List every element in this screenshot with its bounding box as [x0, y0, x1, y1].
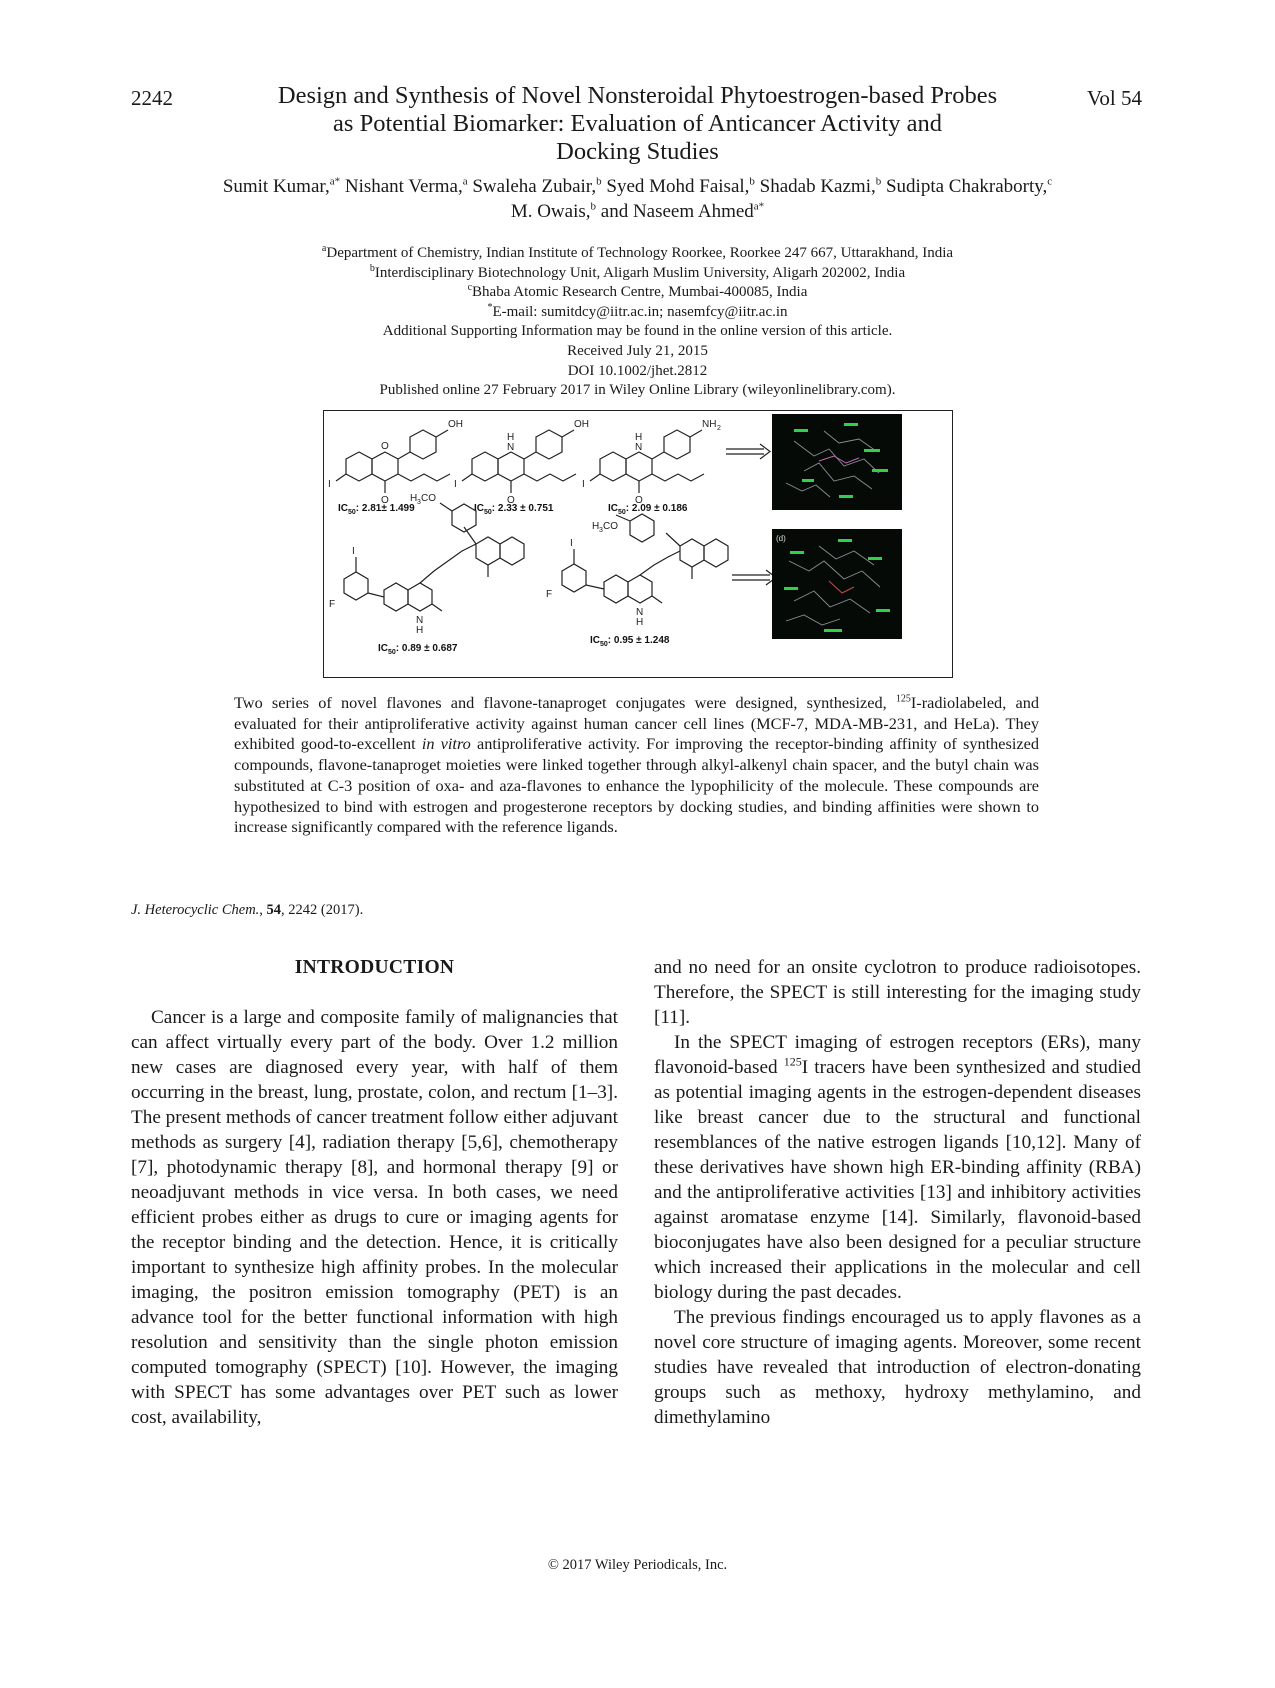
journal-volume: Vol 54 — [1086, 86, 1142, 110]
benzene-ring — [600, 452, 626, 481]
atom-labels — [328, 419, 721, 636]
affiliation — [150, 283, 1125, 303]
author-affil-mark: b — [875, 175, 882, 188]
atom-label: OH — [448, 419, 463, 430]
author-affil-mark: a — [462, 175, 468, 188]
chromone-benzo-ring — [500, 537, 524, 565]
author-list — [135, 174, 1140, 224]
benzoxazinone-ring — [628, 575, 652, 603]
title-line: Docking Studies — [556, 138, 719, 165]
page-number: 2242 — [131, 86, 173, 110]
affiliation-mark: c — [467, 282, 473, 294]
title-line: Design and Synthesis of Novel Nonsteroidal Phytoestrogen-based Probes — [277, 82, 998, 109]
arrows — [726, 444, 776, 585]
quinolone-ring — [626, 452, 652, 481]
ic50-label: $IC_{50}$: 2.09 ± 0.186 — [608, 503, 688, 516]
atom-label: N — [416, 615, 424, 626]
body-paragraph — [654, 1030, 1141, 1305]
atom-label: I — [582, 479, 585, 490]
citation-separator: , — [259, 902, 267, 918]
author-line — [135, 174, 1140, 199]
atom-label: O — [507, 495, 515, 506]
ic50-label: $IC_{50}$: 2.33 ± 0.751 — [474, 503, 554, 516]
fluoro-iodo-phenyl-ring — [562, 564, 586, 592]
fluoro-iodo-phenyl-ring — [344, 572, 368, 600]
doi: DOI 10.1002/jhet.2812 — [567, 362, 708, 379]
atom-label: H — [416, 625, 424, 636]
ic50-labels — [338, 503, 688, 656]
atom-label: I — [328, 479, 331, 490]
affiliation-mark: b — [369, 262, 375, 274]
atom-label: 2 — [717, 425, 721, 432]
body-paragraph: The previous findings encouraged us to apply flavones as a novel core structure of imaging agents. Moreover, some recent studies have revealed that introduction of electron-donating groups such as methoxy, hydroxy methylamino, and dimethylamino — [654, 1307, 1141, 1428]
author-name: Shadab Kazmi, — [754, 176, 876, 197]
atom-label: H — [592, 521, 600, 532]
docking-panel-label: (d) — [776, 534, 786, 543]
author-affil-mark: b — [596, 175, 602, 188]
affiliation — [150, 264, 1125, 284]
atom-label: 3 — [599, 527, 603, 534]
atom-label: NH — [702, 419, 717, 430]
docking-image-bottom — [772, 529, 902, 639]
graphical-abstract-svg — [324, 411, 951, 676]
atom-label: N — [636, 607, 644, 618]
affiliation — [150, 244, 1125, 264]
graphical-abstract — [323, 410, 953, 678]
benzene-ring — [346, 452, 372, 481]
benzoxazinone-ring — [408, 583, 432, 611]
abstract-text: antiproliferative activity. For improving the receptor-binding affinity of synthesized compounds, flavone-tanaproget moieties were linked together through alkyl-alkenyl chain spacer, and the butyl chain was substituted at C-3 position of oxa- and aza-flavones to enhance the lypophilicity of the molecule. These compounds are hypothesized to bind with estrogen and progesterone receptors by docking studies, and binding affinities were shown to increase significantly compared with the reference ligands. — [234, 734, 1039, 837]
docking-image-top — [772, 414, 902, 510]
methoxyphenyl-ring — [630, 514, 654, 542]
published-online: Published online 27 February 2017 in Wiley Online Library (wileyonlinelibrary.com). — [379, 382, 896, 399]
copyright-footer: © 2017 Wiley Periodicals, Inc. — [547, 1557, 728, 1573]
atom-label: N — [635, 442, 643, 453]
atom-label: OH — [574, 419, 589, 430]
body-column-left — [131, 955, 618, 1430]
chromone-ring — [476, 537, 500, 565]
email-text: E-mail: sumitdcy@iitr.ac.in; nasemfcy@iitr.ac.in — [492, 303, 788, 320]
atom-label: CO — [421, 493, 436, 504]
citation-pages-year: , 2242 (2017). — [281, 902, 364, 918]
author-name: Sumit Kumar, — [222, 176, 330, 197]
author-name: Nishant Verma, — [340, 176, 463, 197]
atom-label: I — [352, 546, 355, 557]
atom-label: 3 — [417, 499, 421, 506]
corresponding-email — [150, 303, 1125, 323]
affiliation-text: Department of Chemistry, Indian Institute of Technology Roorkee, Roorkee 247 667, Uttarakhand, India — [326, 245, 954, 261]
author-affil-mark: b — [590, 200, 597, 213]
supporting-info-note: Additional Supporting Information may be found in the online version of this article. — [382, 323, 893, 340]
body-column-right — [654, 955, 1141, 1430]
atom-label: H — [507, 432, 515, 443]
atom-label: CO — [603, 521, 618, 532]
received-date: Received July 21, 2015 — [567, 342, 708, 359]
atom-label: H — [635, 432, 643, 443]
atom-label: F — [546, 589, 553, 600]
pyranone-ring — [372, 452, 398, 481]
phenol-ring — [410, 430, 436, 459]
author-affil-mark: a* — [329, 175, 341, 188]
benzene-ring — [472, 452, 498, 481]
author-affil-mark: a* — [753, 200, 765, 213]
author-affil-mark: c — [1047, 175, 1053, 188]
paragraph-text: I tracers have been synthesized and studied as potential imaging agents in the estrogen-dependent diseases like breast cancer due to the structural and functional resemblances of the native estrogen ligands [10,12]. Many of these derivatives have shown high ER-binding affinity (RBA) and the antiproliferative activities [13] and inhibitory activities against aromatase enzyme [14]. Similarly, flavonoid-based bioconjugates have also been designed for a peculiar structure which increased their applications in the molecular and cell biology during the past decades. — [654, 1057, 1141, 1303]
benzoxazinone-aryl-ring — [604, 575, 628, 603]
abstract — [234, 693, 1039, 838]
atom-label: I — [570, 538, 573, 549]
author-name: Sudipta Chakraborty, — [881, 176, 1048, 197]
affiliation-mark: a — [321, 243, 327, 254]
chemical-structures — [336, 430, 728, 611]
atom-label: F — [329, 599, 336, 610]
author-name: M. Owais, — [510, 201, 591, 222]
atom-label: N — [507, 442, 515, 453]
citation-line — [131, 902, 363, 919]
ic50-label: $IC_{50}$: 2.81± 1.499 — [338, 503, 415, 516]
author-name: Swaleha Zubair, — [467, 176, 597, 197]
double-arrow-icon — [726, 444, 770, 459]
journal-name: J. Heterocyclic Chem. — [131, 902, 260, 918]
body-paragraph: and no need for an onsite cyclotron to produce radioisotopes. Therefore, the SPECT is still interesting for the imaging study [11]. — [654, 957, 1141, 1028]
author-affil-mark: b — [749, 175, 755, 188]
atom-label: H — [636, 617, 644, 628]
atom-label: O — [381, 441, 389, 452]
abstract-italic: in vitro — [421, 734, 471, 754]
citation-volume: 54 — [266, 902, 282, 918]
body-paragraph: Cancer is a large and composite family of malignancies that can affect virtually every part of the body. Over 1.2 million new cases are diagnosed every year, with half of them occurring in the breast, lung, prostate, colon, and rectum [1–3]. The present methods of cancer treatment follow either adjuvant methods as surgery [4], radiation therapy [5,6], chemotherapy [7], photodynamic therapy [8], and hormonal therapy [9] or neoadjuvant methods in vice versa. In both cases, we need efficient probes either as drugs to cure or imaging agents for the receptor binding and the detection. Hence, it is critically important to synthesize high affinity probes. In the molecular imaging, the positron emission tomography (PET) is an advance tool for the better functional information with high resolution and sensitivity than the single photon emission computed tomography (SPECT) [10]. However, the imaging with SPECT has some advantages over PET such as lower cost, availability, — [131, 1007, 618, 1428]
section-heading: INTRODUCTION — [294, 957, 455, 978]
affiliation-text: Interdisciplinary Biotechnology Unit, Aligarh Muslim University, Aligarh 202002, India — [374, 264, 906, 281]
ic50-label: $IC_{50}$: 0.95 ± 1.248 — [590, 635, 670, 648]
atom-label: H — [410, 493, 418, 504]
affiliations-block — [150, 244, 1125, 401]
isotope-superscript: 125 — [783, 1054, 802, 1069]
author-line — [135, 199, 1140, 224]
aniline-ring — [664, 430, 690, 459]
affiliation-mark: * — [487, 301, 493, 313]
phenol-ring — [536, 430, 562, 459]
double-arrow-icon — [732, 570, 776, 585]
quinolone-ring — [498, 452, 524, 481]
abstract-text: I-radiolabeled, and evaluated for their antiproliferative activity against human cancer cell lines (MCF-7, MDA-MB-231, and HeLa). They exhibited good-to-excellent — [234, 693, 1040, 754]
atom-label: O — [635, 495, 643, 506]
author-name: Syed Mohd Faisal, — [601, 176, 750, 197]
paragraph-text: In the SPECT imaging of estrogen receptors (ERs), many flavonoid-based — [654, 1032, 1141, 1078]
chromone-benzo-ring — [704, 539, 728, 567]
chromone-ring — [680, 539, 704, 567]
title-line: as Potential Biomarker: Evaluation of Anticancer Activity and — [333, 110, 942, 137]
atom-label: O — [381, 495, 389, 506]
benzoxazinone-aryl-ring — [384, 583, 408, 611]
isotope-superscript: 125 — [895, 693, 911, 705]
affiliation-text: Bhaba Atomic Research Centre, Mumbai-400085, India — [472, 284, 808, 301]
author-name: and Naseem Ahmed — [596, 201, 754, 222]
ic50-label: $IC_{50}$: 0.89 ± 0.687 — [378, 643, 458, 656]
article-title — [250, 82, 1025, 166]
abstract-text: Two series of novel flavones and flavone-tanaproget conjugates were designed, synthesized, — [234, 693, 896, 712]
atom-label: I — [454, 479, 457, 490]
